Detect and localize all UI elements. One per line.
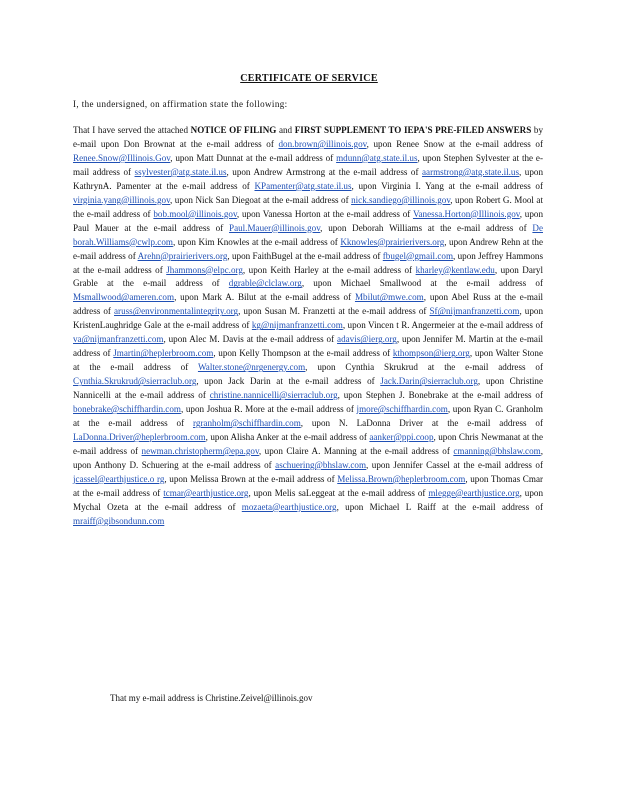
recipient-prefix: , upon [226, 166, 254, 177]
recipient-connector: at the e-mail address of [243, 152, 337, 163]
recipient-connector: at the e-mail address of [292, 250, 383, 261]
recipient-prefix: , upon [342, 320, 369, 331]
recipient-email-link[interactable]: Arehn@prairierivers.org [137, 250, 228, 261]
recipient-prefix: , upon [494, 264, 523, 275]
recipient-name: Matt Dunnat [196, 152, 244, 163]
recipient-name: Joshua R. More [206, 404, 265, 415]
recipient-connector: at the e-mail address of [318, 264, 416, 275]
recipient-name: Thomas Cmar [490, 473, 544, 484]
recipient-email-link[interactable]: mlegge@earthjustice.org [428, 487, 520, 498]
recipient-prefix: , upon [170, 194, 196, 205]
recipient-prefix: , upon [164, 473, 191, 484]
recipient-connector: at the e-mail address of [118, 222, 230, 233]
recipient-connector: at the e-mail address of [278, 431, 370, 442]
recipient-name: Jack Darin [228, 376, 271, 387]
document-name-notice: NOTICE OF FILING [190, 125, 277, 135]
recipient-email-link[interactable]: Melissa.Brown@heplerbroom.com [337, 473, 466, 484]
recipient-email-link[interactable]: Vanessa.Horton@Illinois.gov [412, 208, 520, 219]
recipient-email-link[interactable]: Msmallwood@ameren.com [73, 292, 175, 303]
recipient-connector: at the e-mail address of [175, 138, 279, 149]
recipient-prefix: , upon [337, 390, 366, 401]
recipient-prefix: , upon [519, 487, 543, 498]
recipient-prefix: , upon [469, 348, 496, 359]
recipient-prefix: , upon [453, 250, 479, 261]
recipient-name: Mark A. Bilut [202, 292, 257, 303]
recipient-email-link[interactable]: ssylvester@atg.state.il.us [134, 166, 227, 177]
recipient-name: Melis saLeggeat [274, 487, 336, 498]
recipient-name: Alisha Anker [230, 431, 279, 442]
recipient-connector: at the e-mail address of [73, 418, 193, 429]
recipient-name: KristenLaughridge Gale [73, 320, 162, 331]
recipient-email-link[interactable]: mraiff@gibsondunn.com [73, 515, 165, 526]
recipient-name: Deborah Williams [352, 222, 423, 233]
recipient-prefix: , upon [450, 194, 476, 205]
recipient-prefix: , upon [248, 487, 275, 498]
recipient-name: Jennifer M. Martin [423, 334, 494, 345]
recipient-connector: at the e-mail address of [423, 418, 543, 429]
recipient-name: Andrew Rehn [469, 236, 521, 247]
recipient-name: Don Brownat [123, 138, 176, 149]
recipient-name: Anthony D. Schuering [94, 459, 179, 470]
recipient-name: Susan M. Franzetti [264, 306, 336, 317]
recipient-connector: at the e-mail address of [73, 292, 544, 317]
recipient-prefix: , upon [519, 306, 543, 317]
recipient-name: Jeffrey Hammons [478, 250, 543, 261]
recipient-email-link[interactable]: mdunn@atg.state.il.us [336, 152, 418, 163]
document-name-supplement: FIRST SUPPLEMENT TO IEPA'S PRE-FILED ANSWERS [294, 125, 532, 135]
recipient-email-link[interactable]: KPamenter@atg.state.il.us [254, 180, 352, 191]
recipient-name: KathrynA. Pamenter [73, 180, 151, 191]
recipient-connector: at the e-mail address of [73, 431, 543, 456]
recipient-connector: at the e-mail address of [443, 180, 544, 191]
recipient-email-link[interactable]: kthompson@ierg.org [392, 348, 470, 359]
recipient-prefix: , upon [163, 334, 190, 345]
recipient-prefix: , upon [351, 180, 382, 191]
recipient-name: N. LaDonna Driver [338, 418, 424, 429]
recipient-connector: at the e-mail address of [73, 334, 544, 359]
recipient-connector: at the e-mail address of [264, 404, 357, 415]
recipient-name: Jennifer Cassel [393, 459, 450, 470]
recipient-connector: at the e-mail address of [73, 152, 544, 177]
recipient-email-link[interactable]: Cynthia.Skrukrud@sierraclub.org [73, 376, 197, 387]
recipient-email-link[interactable]: Jhammons@elpc.org [166, 264, 243, 275]
recipient-email-link[interactable]: aarmstrong@atg.state.il.us [422, 166, 520, 177]
recipient-prefix: , upon [519, 208, 543, 219]
recipient-prefix: , upon [73, 445, 543, 470]
recipient-connector: at the e-mail address of [454, 320, 544, 331]
recipient-prefix: , upon [258, 445, 287, 456]
recipient-connector: at the e-mail address of [417, 362, 543, 373]
recipient-name: FaithBugel [252, 250, 293, 261]
recipient-connector: at the e-mail address of [110, 390, 210, 401]
recipient-name: Cynthia Skrukrud [345, 362, 418, 373]
recipient-email-link[interactable]: don.brown@illinois.gov [278, 138, 367, 149]
recipient-email-link[interactable]: Renee.Snow@Illinois.Gov [73, 152, 171, 163]
recipient-email-link[interactable]: va@nijmanfranzetti.com [73, 334, 164, 345]
recipient-email-link[interactable]: Jmartin@heplerbroom.com [113, 348, 214, 359]
recipient-email-link[interactable]: bob.mool@illinois.gov [153, 208, 237, 219]
recipient-prefix: , upon [305, 362, 346, 373]
recipient-email-link[interactable]: mozaeta@earthjustice.org [241, 501, 337, 512]
recipient-connector: at the e-mail address of [128, 501, 242, 512]
recipient-prefix: , upon [320, 222, 353, 233]
recipient-prefix: , upon [170, 152, 197, 163]
recipient-email-link[interactable]: christine.nannicelli@sierraclub.org [209, 390, 338, 401]
recipient-prefix: , upon [444, 236, 470, 247]
recipient-connector: at the e-mail address of [325, 166, 422, 177]
recipient-name: Virginia I. Yang [381, 180, 444, 191]
recipient-email-link[interactable]: bonebrake@schiffhardin.com [73, 404, 181, 415]
recipient-email-link[interactable]: fbugel@gmail.com [382, 250, 454, 261]
recipient-email-link[interactable]: Mbilut@mwe.com [354, 292, 424, 303]
recipient-email-link[interactable]: jcassel@earthjustice.o rg [73, 473, 165, 484]
intro-statement: I, the undersigned, on affirmation state the following: [73, 99, 288, 109]
recipient-name: Alec M. Davis [189, 334, 244, 345]
recipient-prefix: , upon [205, 431, 231, 442]
recipient-connector: at the e-mail address of [73, 236, 543, 261]
recipient-name: Robert G. Mool [475, 194, 534, 205]
recipient-name: Paul Mauer [73, 222, 119, 233]
recipient-connector: at the e-mail address of [249, 236, 341, 247]
recipient-name: Ryan C. Granholm [473, 404, 543, 415]
recipient-email-link[interactable]: De borah.Williams@cwlp.com [73, 222, 543, 247]
recipient-email-link[interactable]: adavis@ierg.org [337, 334, 397, 345]
recipient-email-link[interactable]: Walter.stone@nrgenergy.com [197, 362, 306, 373]
recipient-connector: at the e-mail address of [73, 264, 167, 275]
recipient-connector: at the e-mail address of [256, 292, 355, 303]
recipient-prefix: , upon [447, 404, 474, 415]
recipient-email-link[interactable]: aruss@environmentalintegrity.org [114, 306, 239, 317]
recipient-email-link[interactable]: nick.sandiego@illinois.gov [351, 194, 451, 205]
recipient-prefix: , upon [242, 264, 271, 275]
recipient-prefix: , upon [396, 334, 424, 345]
recipient-name: Michael Smallwood [340, 278, 422, 289]
and-text: and [278, 125, 293, 135]
recipient-email-link[interactable]: Paul.Mauer@illinois.gov [229, 222, 321, 233]
recipient-name: Renee Snow [396, 138, 445, 149]
recipient-connector: at the e-mail address of [444, 138, 543, 149]
recipient-email-link[interactable]: dgrable@clclaw.org [228, 278, 302, 289]
recipient-name: Mychal Ozeta [73, 501, 129, 512]
recipient-prefix: , upon [519, 166, 543, 177]
recipient-connector: at the e-mail address of [73, 194, 543, 219]
recipient-email-link[interactable]: aanker@ppi.coop [369, 431, 434, 442]
recipient-name: Chris Newmanat [458, 431, 521, 442]
recipient-connector: at the e-mail address of [178, 459, 276, 470]
recipient-name: Keith Harley [270, 264, 319, 275]
service-paragraph [73, 124, 543, 529]
recipient-prefix: , upon [336, 501, 370, 512]
recipient-connector: at the e-mail address of [260, 194, 352, 205]
recipient-email-link[interactable]: Sf@nijmanfranzetti.com [429, 306, 520, 317]
document-title: CERTIFICATE OF SERVICE [240, 73, 378, 84]
recipient-email-link[interactable]: Jack.Darin@sierraclub.org [380, 376, 478, 387]
recipient-connector: at the e-mail address of [150, 180, 255, 191]
recipient-name: Abel Russ [451, 292, 491, 303]
recipient-connector: at the e-mail address of [97, 278, 229, 289]
recipient-email-link[interactable]: virginia.yang@illinois.gov [73, 194, 171, 205]
recipient-name: Walter Stone [495, 348, 544, 359]
recipient-email-link[interactable]: tcmar@earthjustice.org [163, 487, 249, 498]
recipient-prefix: , upon [301, 278, 341, 289]
recipient-connector: at the e-mail address of [243, 334, 338, 345]
recipient-prefix: , upon [423, 292, 452, 303]
recipient-name: Stephen J. Bonebrake [365, 390, 449, 401]
recipient-prefix: , upon [172, 236, 199, 247]
recipient-prefix: , upon [433, 431, 459, 442]
recipient-prefix: , upon [366, 459, 394, 470]
recipient-name: Daryl Grable [73, 264, 544, 289]
recipient-email-link[interactable]: kg@nijmanfranzetti.com [251, 320, 343, 331]
recipient-connector: at the e-mail address of [449, 459, 543, 470]
recipient-name: Nick San Diegoat [195, 194, 261, 205]
recipient-prefix: , upon [180, 404, 207, 415]
recipient-name: Melissa Brown [190, 473, 246, 484]
recipient-email-link[interactable]: rgranholm@schiffhardin.com [192, 418, 301, 429]
recipient-email-link[interactable]: newman.christopherm@epa.gov [141, 445, 259, 456]
footer-statement: That my e-mail address is Christine.Zeivel@illinois.gov [110, 693, 313, 703]
recipient-connector: at the e-mail address of [73, 362, 198, 373]
recipient-name: Kelly Thompson [239, 348, 301, 359]
recipient-email-link[interactable]: jmore@schiffhardin.com [356, 404, 448, 415]
recipient-name: Vincen t R. Angermeier [368, 320, 455, 331]
recipient-prefix: , upon [465, 473, 491, 484]
recipient-name: Vanessa Horton [262, 208, 321, 219]
recipient-prefix: , upon [238, 306, 265, 317]
recipient-name: Christine Nannicelli [73, 376, 543, 401]
recipient-list [73, 125, 543, 526]
recipient-name: Claire A. Manning [286, 445, 357, 456]
recipient-prefix: , upon [417, 152, 444, 163]
recipient-prefix: , upon [196, 376, 229, 387]
recipient-connector: at the e-mail address of [300, 348, 393, 359]
recipient-name: Andrew Armstrong [253, 166, 326, 177]
recipient-connector: at the e-mail address of [448, 390, 544, 401]
recipient-connector: at the e-mail address of [422, 222, 533, 233]
recipient-connector: at the e-mail address of [335, 306, 430, 317]
recipient-connector: at the e-mail address of [335, 487, 429, 498]
recipient-email-link[interactable]: aschuering@bhslaw.com [275, 459, 367, 470]
recipient-connector: at the e-mail address of [421, 278, 544, 289]
recipient-prefix: , upon [174, 292, 203, 303]
recipient-prefix: , upon [366, 138, 397, 149]
recipient-connector: at the e-mail address of [320, 208, 413, 219]
recipient-connector: at the e-mail address of [270, 376, 381, 387]
recipient-connector: at the e-mail address of [435, 501, 543, 512]
recipient-name: Michael L Raiff [369, 501, 436, 512]
recipient-prefix: , upon [300, 418, 339, 429]
recipient-email-link[interactable]: Kknowles@prairierivers.org [340, 236, 445, 247]
recipient-name: Stephen Sylvester [443, 152, 510, 163]
recipient-email-link[interactable]: LaDonna.Driver@heplerbroom.com [73, 431, 206, 442]
recipient-prefix: , upon [236, 208, 263, 219]
recipient-connector: at the e-mail address of [161, 320, 252, 331]
recipient-email-link[interactable]: cmanning@bhslaw.com [453, 445, 541, 456]
recipient-email-link[interactable]: kharley@kentlaw.edu [415, 264, 495, 275]
lead-text: That I have served the attached [73, 125, 189, 135]
recipient-name: Kim Knowles [198, 236, 250, 247]
recipient-prefix: , upon [477, 376, 510, 387]
recipient-connector: at the e-mail address of [245, 473, 338, 484]
recipient-prefix: by e-mail upon [73, 125, 543, 149]
recipient-prefix: , upon [227, 250, 253, 261]
recipient-connector: at the e-mail address of [356, 445, 454, 456]
recipient-prefix: , upon [213, 348, 240, 359]
recipient-connector: at the e-mail address of [73, 487, 164, 498]
